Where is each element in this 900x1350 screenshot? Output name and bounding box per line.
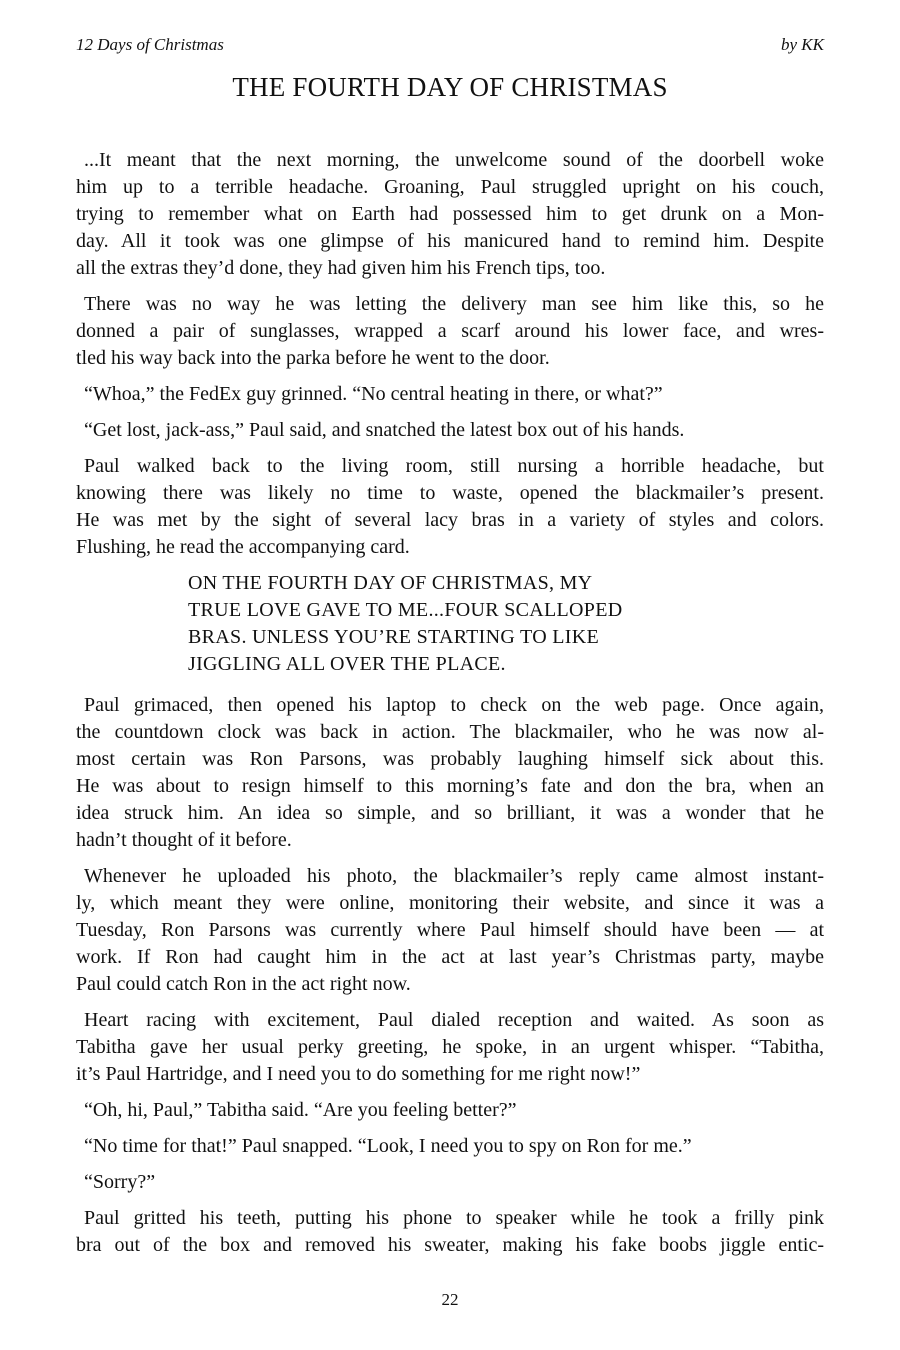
text-line: Tabitha gave her usual perky greeting, he spoke, in an urgent whisper. “Tabitha, [76, 1036, 824, 1058]
paragraph [76, 1205, 824, 1259]
text-line: There was no way he was letting the delivery man see him like this, so he [84, 293, 824, 315]
paragraph [76, 291, 824, 372]
text-line: Paul grimaced, then opened his laptop to check on the web page. Once again, [84, 694, 824, 716]
paragraph [76, 692, 824, 854]
text-line: donned a pair of sunglasses, wrapped a scarf around his lower face, and wres- [76, 320, 824, 342]
text-line: “Oh, hi, Paul,” Tabitha said. “Are you feeling better?” [84, 1099, 517, 1121]
text-line: all the extras they’d done, they had given him his French tips, too. [76, 257, 606, 279]
text-line: knowing there was likely no time to waste, opened the blackmailer’s present. [76, 482, 824, 504]
text-line: Tuesday, Ron Parsons was currently where Paul himself should have been — at [76, 919, 824, 941]
paragraph [76, 147, 824, 282]
text-line: day. All it took was one glimpse of his manicured hand to remind him. Despite [76, 230, 824, 252]
text-line: him up to a terrible headache. Groaning, Paul struggled upright on his couch, [76, 176, 824, 198]
text-line: it’s Paul Hartridge, and I need you to do something for me right now!” [76, 1063, 641, 1085]
paragraph [76, 417, 824, 444]
paragraph [76, 1097, 824, 1124]
text-line: JIGGLING ALL OVER THE PLACE. [188, 653, 506, 675]
text-line: bra out of the box and removed his sweater, making his fake boobs jiggle entic- [76, 1234, 824, 1256]
text-line: work. If Ron had caught him in the act at last year’s Christmas party, maybe [76, 946, 824, 968]
text-line: “Sorry?” [84, 1171, 156, 1193]
text-line: trying to remember what on Earth had possessed him to get drunk on a Mon- [76, 203, 824, 225]
text-line: TRUE LOVE GAVE TO ME...FOUR SCALLOPED [188, 599, 623, 621]
text-line: ly, which meant they were online, monitoring their website, and since it was a [76, 892, 824, 914]
paragraph [76, 453, 824, 561]
text-line: the countdown clock was back in action. The blackmailer, who he was now al- [76, 721, 824, 743]
text-line: “Whoa,” the FedEx guy grinned. “No central heating in there, or what?” [84, 383, 663, 405]
text-line: Paul walked back to the living room, still nursing a horrible headache, but [84, 455, 824, 477]
text-line: He was about to resign himself to this morning’s fate and don the bra, when an [76, 775, 824, 797]
text-line: tled his way back into the parka before he went to the door. [76, 347, 550, 369]
text-line: Paul gritted his teeth, putting his phone to speaker while he took a frilly pink [84, 1207, 824, 1229]
text-line: Flushing, he read the accompanying card. [76, 536, 410, 558]
text-line: He was met by the sight of several lacy bras in a variety of styles and colors. [76, 509, 824, 531]
paragraph [76, 1007, 824, 1088]
text-line: hadn’t thought of it before. [76, 829, 292, 851]
running-header-title: 12 Days of Christmas [76, 35, 224, 54]
chapter-title: THE FOURTH DAY OF CHRISTMAS [232, 72, 668, 102]
paragraph [76, 1169, 824, 1196]
page-number: 22 [441, 1290, 459, 1309]
text-line: ...It meant that the next morning, the unwelcome sound of the doorbell woke [84, 149, 824, 171]
running-header-author: by KK [781, 35, 824, 54]
paragraph [76, 381, 824, 408]
text-line: BRAS. UNLESS YOU’RE STARTING TO LIKE [188, 626, 599, 648]
paragraph [76, 863, 824, 998]
text-line: Heart racing with excitement, Paul dialed reception and waited. As soon as [84, 1009, 824, 1031]
text-line: “Get lost, jack-ass,” Paul said, and snatched the latest box out of his hands. [84, 419, 685, 441]
text-line: idea struck him. An idea so simple, and so brilliant, it was a wonder that he [76, 802, 824, 824]
paragraph [76, 1133, 824, 1160]
body-text [76, 147, 824, 1268]
text-line: most certain was Ron Parsons, was probably laughing himself sick about this. [76, 748, 824, 770]
text-line: “No time for that!” Paul snapped. “Look, I need you to spy on Ron for me.” [84, 1135, 692, 1157]
card-verse [188, 570, 698, 678]
text-line: ON THE FOURTH DAY OF CHRISTMAS, MY [188, 572, 593, 594]
text-line: Whenever he uploaded his photo, the blackmailer’s reply came almost instant- [84, 865, 824, 887]
text-line: Paul could catch Ron in the act right now. [76, 973, 411, 995]
